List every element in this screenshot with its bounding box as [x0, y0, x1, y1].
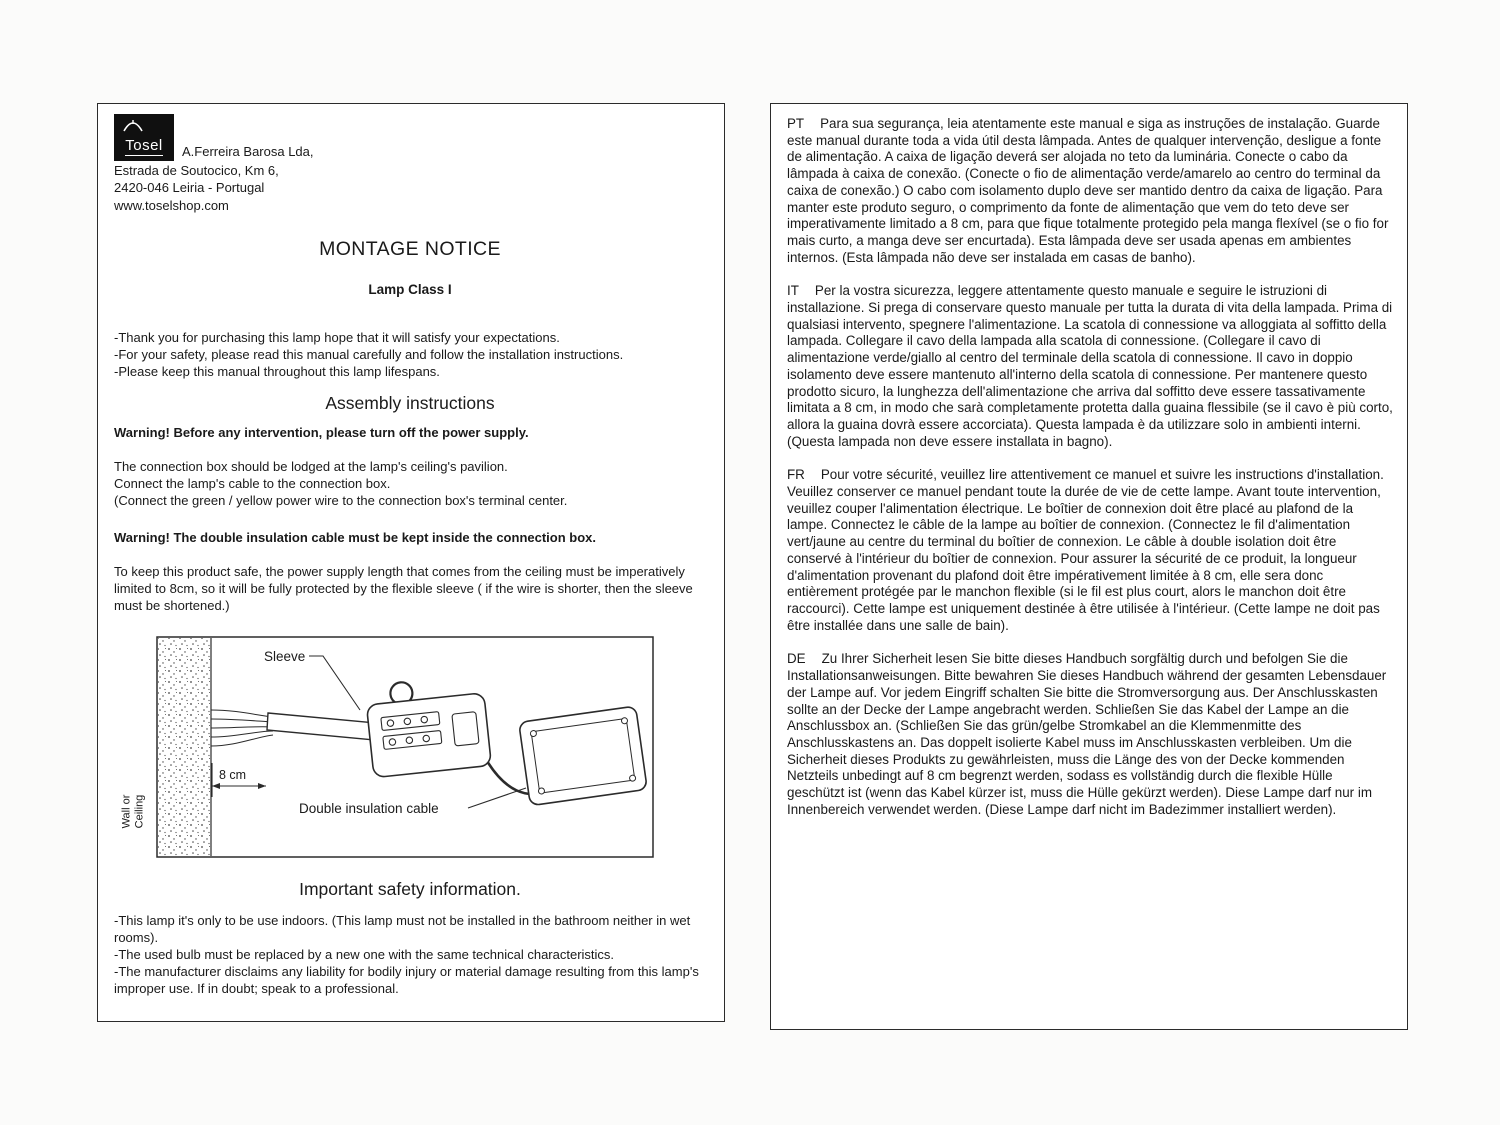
intro-paragraph	[114, 329, 706, 380]
intro-line: -For your safety, please read this manual carefully and follow the installation instructions.	[114, 346, 624, 362]
diagram-cover-plate	[519, 706, 648, 806]
connection-line: (Connect the green / yellow power wire to the connection box's terminal center.	[114, 492, 568, 508]
lang-code: PT	[787, 116, 805, 131]
warning-insulation: Warning! The double insulation cable must be kept inside the connection box.	[114, 529, 597, 545]
warning-power-supply: Warning! Before any intervention, please turn off the power supply.	[114, 424, 529, 440]
safety-line: -The manufacturer disclaims any liability for bodily injury or material damage resulting from this lamp's improper use. If in doubt; speak to a professional.	[114, 963, 699, 996]
tosel-logo	[114, 114, 174, 161]
lamp-icon	[122, 119, 144, 132]
connection-line: The connection box should be lodged at the lamp's ceiling's pavilion.	[114, 458, 508, 474]
diagram-wall	[158, 638, 211, 856]
wall-ceiling-label	[121, 782, 146, 840]
dimension-8cm-label: 8 cm	[219, 767, 247, 782]
page-title: MONTAGE NOTICE	[319, 237, 501, 260]
intro-line: -Thank you for purchasing this lamp hope that it will satisfy your expectations.	[114, 329, 560, 345]
sleeve-paragraph: To keep this product safe, the power supply length that comes from the ceiling must be imperatively limited to 8cm, so it will be fully protected by the flexible sleeve ( if the wire is shorter, then the sleeve must be shortened.)	[114, 563, 693, 613]
company-name: A.Ferreira Barosa Lda,	[182, 144, 314, 159]
connection-paragraph	[114, 458, 706, 509]
cable-label: Double insulation cable	[299, 800, 439, 816]
lang-code: IT	[787, 283, 799, 299]
safety-heading: Important safety information.	[299, 878, 521, 899]
page-right	[770, 103, 1408, 1030]
wall-label-line: Ceiling	[133, 794, 145, 828]
page-subtitle: Lamp Class I	[368, 281, 452, 297]
lang-section-fr	[787, 467, 1393, 634]
connection-line: Connect the lamp's cable to the connection box.	[114, 475, 391, 491]
assembly-diagram	[120, 636, 654, 862]
sleeve-label: Sleeve	[264, 648, 306, 664]
lang-section-pt	[787, 116, 1393, 266]
logo-text: Tosel	[125, 137, 163, 154]
lang-code: DE	[787, 651, 806, 667]
address-line: 2420-046 Leiria - Portugal	[114, 180, 265, 195]
letterhead	[114, 114, 706, 161]
address-line: Estrada de Soutocico, Km 6,	[114, 162, 279, 178]
intro-line: -Please keep this manual throughout this lamp lifespans.	[114, 363, 440, 379]
lang-code: FR	[787, 467, 805, 483]
lang-section-it	[787, 283, 1393, 450]
safety-line: -This lamp it's only to be use indoors. (This lamp must not be installed in the bathroom neither in wet rooms).	[114, 912, 691, 945]
website-url: www.toselshop.com	[114, 197, 229, 213]
lang-text: Pour votre sécurité, veuillez lire attentivement ce manuel et suivre les instructions d'installation. Veuillez conserver ce manuel pendant toute la durée de vie de cette lampe. Avant toute intervention, veuillez couper l'alimentation électrique. Le boîtier de connexion doit être placé au plafond de la lampe. Connectez le câble de la lampe au boîtier de connexion. (Connectez le fil d'alimentation vert/jaune au centre du terminal du boîtier de connexion. Le câble à double isolation doit être conservé à l'intérieur du boîtier de connexion. Pour assurer la sécurité de ce produit, la longueur d'alimentation provenant du plafond doit être impérativement limitée à 8 cm, elle sera donc entièrement protégée par le manchon flexible (si le fil est plus court, alors le manchon doit être raccourci). Cette lampe est uniquement destinée à être utilisée à l'intérieur. (Cette lampe ne doit pas être installée dans une salle de bain).	[787, 467, 1384, 633]
page-left	[97, 103, 725, 1022]
lang-text: Zu Ihrer Sicherheit lesen Sie bitte dieses Handbuch sorgfältig durch und befolgen Sie die Installationsanweisungen. Bitte bewahren Sie dieses Handbuch während der gesamten Lebensdauer der Lampe auf. Vor jedem Eingriff schalten Sie bitte die Stromversorgung aus. Der Anschlusskasten sollte an der Decke der Lampe angebracht werden. Schließen Sie das Kabel der Lampe an die Anschlussbox an. (Schließen Sie das grün/gelbe Stromkabel an die Klemmenmitte des Anschlusskastens an. Das doppelt isolierte Kabel muss im Anschlusskasten verbleiben. Um die Sicherheit dieses Produkts zu gewährleisten, muss die Länge des von der Decke kommenden Netzteils unbedingt auf 8 cm begrenzt werden, sodass es vollständig durch die flexible Hülle geschützt ist (wenn das Kabel kürzer ist, muss die Hülle gekürzt werden). Diese Lampe darf nur im Innenbereich verwendet werden. (Diese Lampe darf nicht im Badezimmer installiert werden).	[787, 651, 1387, 817]
safety-paragraph	[114, 912, 706, 997]
wall-label-line: Wall or	[120, 794, 133, 828]
lang-text: Para sua segurança, leia atentamente este manual e siga as instruções de instalação. Guarde este manual durante toda a vida útil desta lâmpada. Antes de qualquer intervenção, desligue a fonte de alimentação. A caixa de ligação deverá ser alojada no teto da luminária. Conecte o cabo da lâmpada à caixa de conexão. (Conecte o fio de alimentação verde/amarelo ao centro do terminal da caixa de conexão.) O cabo com isolamento duplo deve ser mantido dentro da caixa de ligação. Para manter este produto seguro, o comprimento da fonte de alimentação que vem do teto deve ser imperativamente limitado a 8 cm, para que fique totalmente protegido pela manga flexível (se o fio for mais curto, a manga deve ser encurtada). Esta lâmpada deve ser usada apenas em ambientes internos. (Esta lâmpada não deve ser instalada em casas de banho).	[787, 116, 1389, 265]
lang-section-de	[787, 651, 1393, 818]
safety-line: -The used bulb must be replaced by a new one with the same technical characteristics.	[114, 946, 615, 962]
lang-text: Per la vostra sicurezza, leggere attentamente questo manuale e seguire le istruzioni di installazione. Si prega di conservare questo manuale per tutta la durata di vita della lampada. Prima di qualsiasi intervento, spegnere l'alimentazione. La scatola di connessione va alloggiata al soffitto della lampada. Collegare il cavo della lampada alla scatola di connessione. (Collegare il cavo di alimentazione verde/giallo al centro del terminale della scatola di connessione. Il cavo in doppio isolamento deve essere mantenuto all'interno della scatola di connessione. Per mantenere questo prodotto sicuro, la lunghezza dell'alimentazione che arriva dal soffitto deve essere tassativamente limitata a 8 cm, in modo che sarà completamente protetta dalla guaina flessibile (se il cavo è più corto, allora la guaina dovrà essere accorciata). Questa lampada è da utilizzare solo in ambienti interni. (Questa lampada non deve essere installata in bagno).	[787, 283, 1393, 449]
assembly-heading: Assembly instructions	[325, 392, 495, 413]
diagram-figure	[156, 636, 654, 858]
